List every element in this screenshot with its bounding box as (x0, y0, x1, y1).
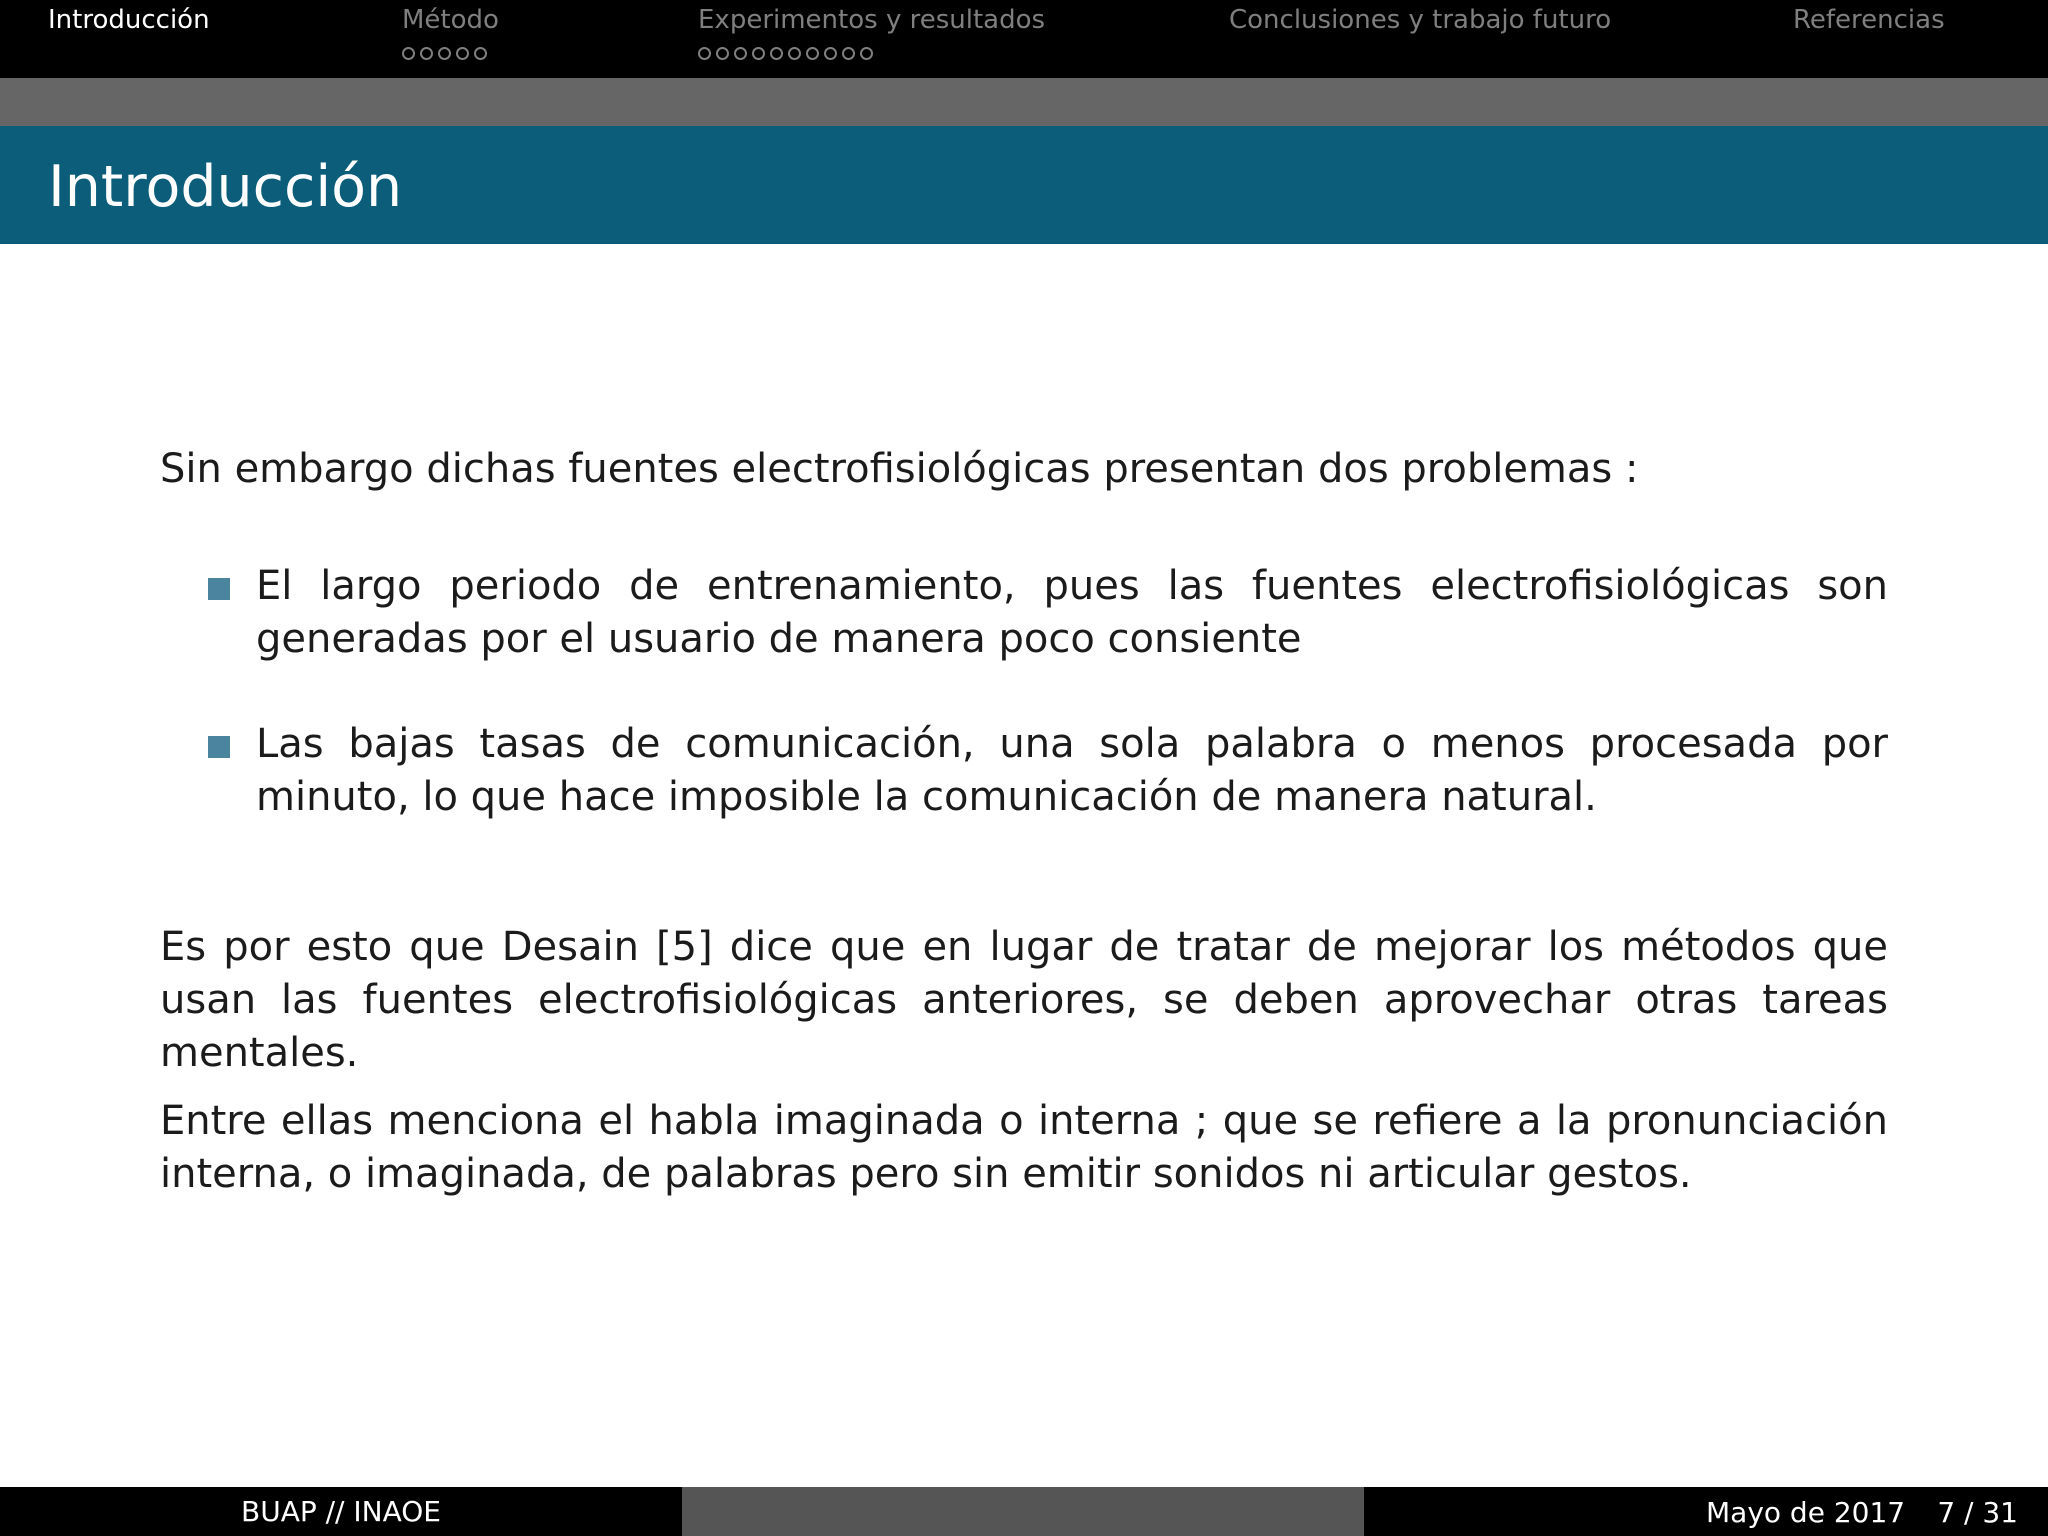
footer-middle (682, 1487, 1364, 1536)
footer-institution: BUAP // INAOE (240, 1495, 441, 1528)
nav-label[interactable]: Introducción (48, 5, 210, 35)
list-item (160, 718, 1888, 824)
footer-date: Mayo de 2017 (1706, 1496, 1906, 1529)
bullet-text: Las bajas tasas de comunicación, una sola palabra o menos procesada por minuto, lo que hace imposible la comunicación de manera natural. (256, 721, 1888, 820)
list-item (160, 560, 1888, 666)
slide-dot[interactable] (474, 47, 487, 60)
footer-left (0, 1487, 682, 1536)
nav-label[interactable]: Referencias (1793, 5, 1945, 35)
frame-title: Introducción (48, 154, 403, 220)
footer-right (1364, 1487, 2048, 1536)
paragraph-desain: Es por esto que Desain [5] dice que en lugar de tratar de mejorar los métodos que usan las fuentes electrofisiológicas anteriores, se deben aprovechar otras tareas mentales. (160, 924, 1888, 1076)
slide-dot[interactable] (824, 47, 837, 60)
slide-dot[interactable] (806, 47, 819, 60)
slide-dot[interactable] (402, 47, 415, 60)
intro-text: Sin embargo dichas fuentes electrofisiológicas presentan dos problemas : (160, 446, 1639, 492)
slide-dot[interactable] (770, 47, 783, 60)
nav-label[interactable]: Conclusiones y trabajo futuro (1229, 5, 1612, 35)
slide-dot[interactable] (438, 47, 451, 60)
bullet-list (160, 560, 1888, 876)
section-navigation (0, 0, 2048, 78)
slide-dots (698, 47, 873, 60)
slide-dot[interactable] (788, 47, 801, 60)
slide-dot[interactable] (456, 47, 469, 60)
frame-title-bar (0, 126, 2048, 244)
paragraph-habla-imaginada: Entre ellas menciona el habla imaginada o interna ; que se refiere a la pronunciación interna, o imaginada, de palabras pero sin emitir sonidos ni articular gestos. (160, 1098, 1888, 1197)
slide-dot[interactable] (420, 47, 433, 60)
slide-dot[interactable] (842, 47, 855, 60)
slide-dots (402, 47, 487, 60)
bullet-text: El largo periodo de entrenamiento, pues las fuentes electrofisiológicas son generadas por el usuario de manera poco consiente (256, 563, 1888, 662)
slide-dot[interactable] (752, 47, 765, 60)
slide-dot[interactable] (860, 47, 873, 60)
slide-dot[interactable] (698, 47, 711, 60)
square-bullet-icon (208, 578, 230, 600)
nav-label[interactable]: Método (402, 5, 499, 35)
subsection-bar (0, 78, 2048, 126)
page-number: 7 / 31 (1937, 1496, 2018, 1529)
square-bullet-icon (208, 736, 230, 758)
nav-label[interactable]: Experimentos y resultados (698, 5, 1046, 35)
slide-dot[interactable] (734, 47, 747, 60)
slide-dot[interactable] (716, 47, 729, 60)
footer (0, 1487, 2048, 1536)
